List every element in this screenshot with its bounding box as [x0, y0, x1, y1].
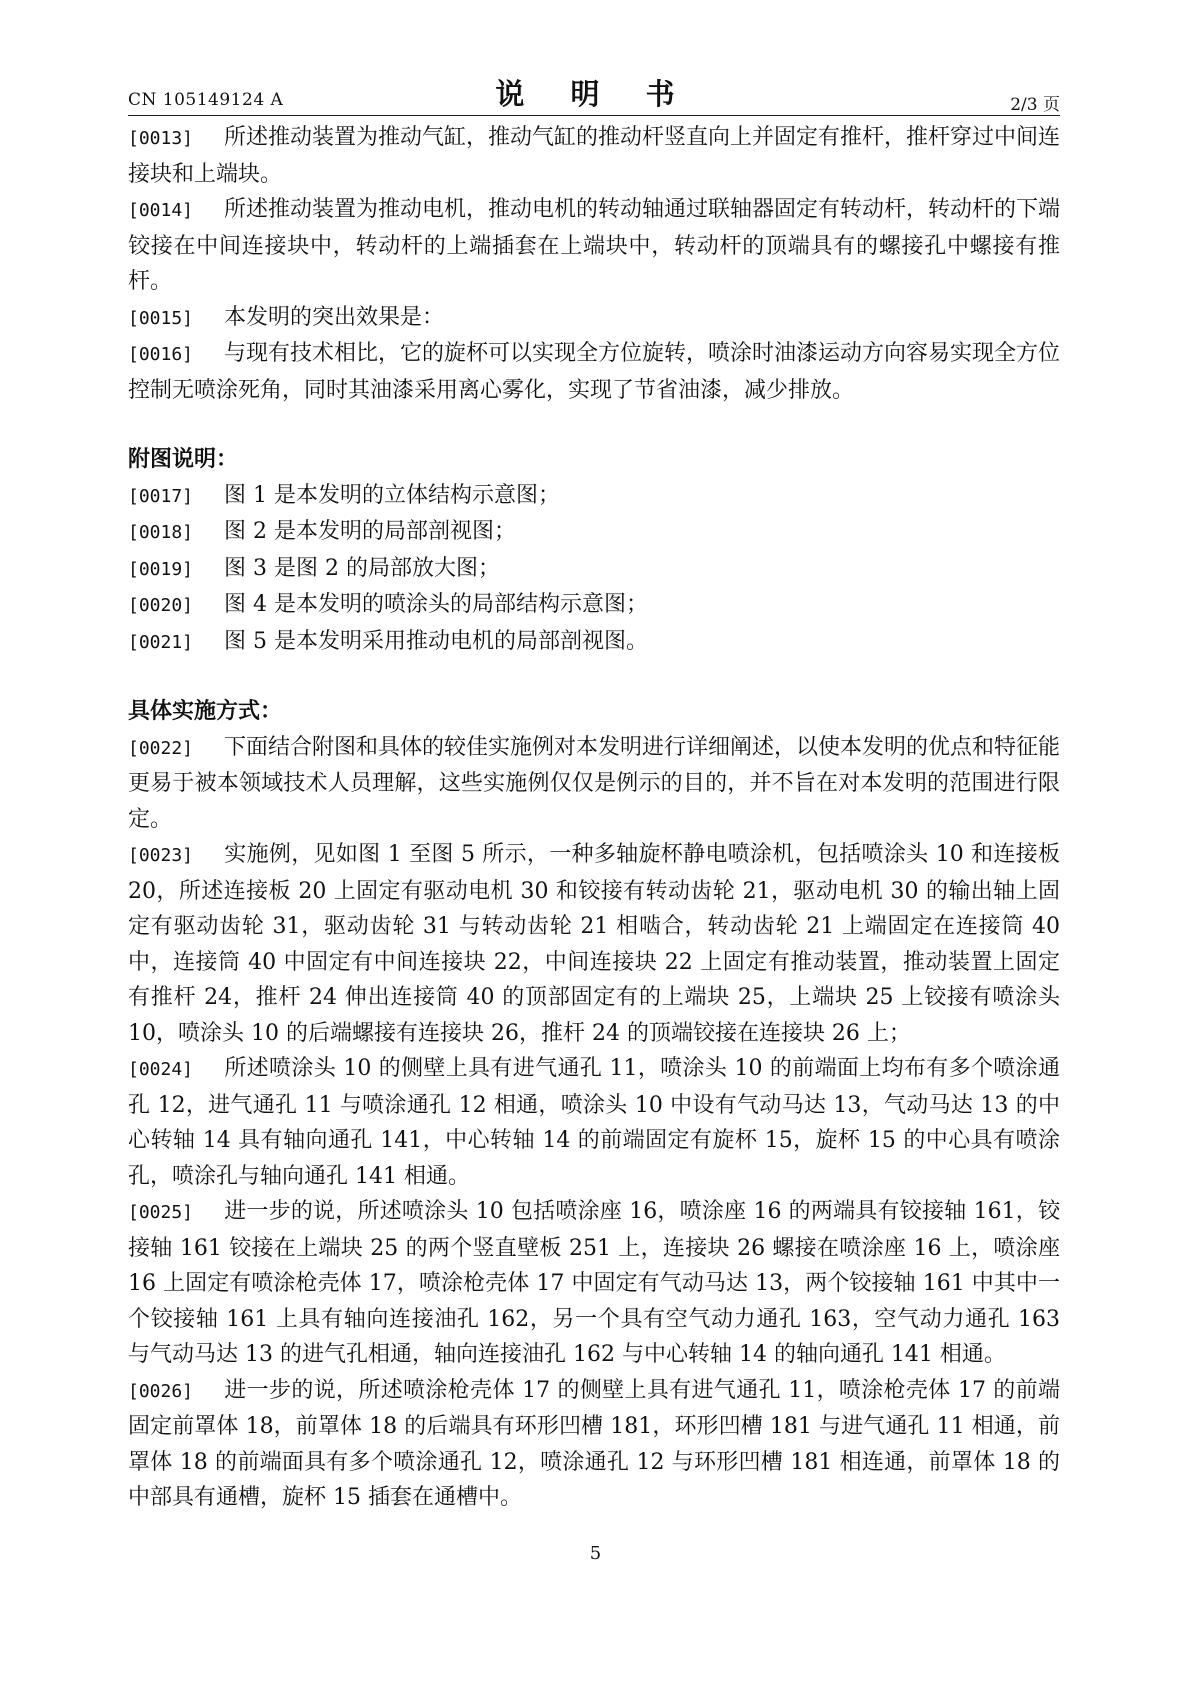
- paragraph-text: 进一步的说，所述喷涂枪壳体 17 的侧壁上具有进气通孔 11，喷涂枪壳体 17 的前端固定前罩体 18，前罩体 18 的后端具有环形凹槽 181，环形凹槽 181 与进气通孔 11 相通，前罩体 18 的前端面具有多个喷涂通孔 12，喷涂通孔 12 与环形凹槽 181 相连通，前罩体 18 的中部具有通槽，旋杯 15 插套在通槽中。: [128, 1377, 1060, 1510]
- paragraph-text: 所述推动装置为推动气缸，推动气缸的推动杆竖直向上并固定有推杆，推杆穿过中间连接块和上端块。: [128, 125, 1061, 187]
- figure-text: 图 4 是本发明的喷涂头的局部结构示意图；: [224, 592, 648, 617]
- paragraph-text: 实施例，见如图 1 至图 5 所示，一种多轴旋杯静电喷涂机，包括喷涂头 10 和连接板 20，所述连接板 20 上固定有驱动电机 30 和铰接有转动齿轮 21，驱动电机 30 的输出轴上固定有驱动齿轮 31，驱动齿轮 31 与转动齿轮 21 相啮合，转动齿轮 21 上端固定在连接筒 40 中，连接筒 40 中固定有中间连接块 22，中间连接块 22 上固定有推动装置，推动装置上固定有推杆 24，推杆 24 伸出连接筒 40 的顶部固定有的上端块 25，上端块 25 上铰接有喷涂头 10，喷涂头 10 的后端螺接有连接块 26，推杆 24 的顶端铰接在连接块 26 上；: [128, 842, 1060, 1046]
- page-header: [128, 72, 1060, 118]
- figure-item-0019: [128, 551, 1060, 588]
- paragraph-number: [0019]: [128, 558, 194, 580]
- section-heading-embodiment: 具体实施方式：: [128, 698, 283, 724]
- figure-text: 图 1 是本发明的立体结构示意图；: [224, 482, 560, 508]
- figure-item-0017: [128, 478, 1060, 515]
- figure-item-0018: [128, 514, 1060, 551]
- figure-text: 图 3 是图 2 的局部放大图；: [224, 555, 500, 581]
- paragraph-0025: [128, 1194, 1060, 1373]
- paragraph-0023: [128, 837, 1060, 1051]
- page-title: 说 明 书: [495, 77, 693, 111]
- paragraph-number: [0021]: [128, 631, 194, 653]
- paragraph-0016: [128, 336, 1060, 408]
- paragraph-number: [0018]: [128, 522, 194, 543]
- paragraph-number: [0026]: [128, 1380, 194, 1402]
- paragraph-text: 下面结合附图和具体的较佳实施例对本发明进行详细阐述，以使本发明的优点和特征能更易于被本领域技术人员理解，这些实施例仅仅是例示的目的，并不旨在对本发明的范围进行限定。: [128, 734, 1061, 832]
- paragraph-number: [0022]: [128, 737, 194, 759]
- section-heading-figures: 附图说明：: [128, 446, 239, 472]
- paragraph-text: 本发明的突出效果是：: [224, 304, 445, 330]
- paragraph-number: [0015]: [128, 307, 194, 329]
- paragraph-number: [0023]: [128, 845, 194, 866]
- paragraph-0013: [128, 120, 1060, 192]
- figure-text: 图 5 是本发明采用推动电机的局部剖视图。: [224, 628, 648, 654]
- paragraph-number: [0014]: [128, 200, 194, 221]
- paragraph-number: [0024]: [128, 1059, 194, 1080]
- paragraph-text: 与现有技术相比，它的旋杯可以实现全方位旋转，喷涂时油漆运动方向容易实现全方位控制无喷涂死角，同时其油漆采用离心雾化，实现了节省油漆，减少排放。: [128, 341, 1061, 403]
- paragraph-number: [0017]: [128, 485, 194, 507]
- paragraph-0014: [128, 192, 1060, 300]
- paragraph-0026: [128, 1373, 1060, 1516]
- figure-text: 图 2 是本发明的局部剖视图；: [224, 519, 516, 544]
- page-info: 2/3 页: [1010, 95, 1060, 115]
- paragraph-number: [0020]: [128, 595, 194, 616]
- figure-item-0021: [128, 624, 1060, 661]
- paragraph-0015: [128, 300, 1060, 337]
- paragraph-0022: [128, 730, 1060, 838]
- paragraph-text: 所述推动装置为推动电机，推动电机的转动轴通过联轴器固定有转动杆，转动杆的下端铰接在中间连接块中，转动杆的上端插套在上端块中，转动杆的顶端具有的螺接孔中螺接有推杆。: [128, 197, 1061, 294]
- page-number: 5: [589, 1543, 602, 1564]
- figure-item-0020: [128, 587, 1060, 624]
- header-rule: [128, 115, 1060, 116]
- paragraph-text: 所述喷涂头 10 的侧壁上具有进气通孔 11，喷涂头 10 的前端面上均布有多个喷涂通孔 12，进气通孔 11 与喷涂通孔 12 相通，喷涂头 10 中设有气动马达 13，气动马达 13 的中心转轴 14 具有轴向通孔 141，中心转轴 14 的前端固定有旋杯 15，旋杯 15 的中心具有喷涂孔，喷涂孔与轴向通孔 141 相通。: [128, 1056, 1060, 1189]
- paragraph-number: [0013]: [128, 128, 194, 149]
- paragraph-0024: [128, 1051, 1060, 1194]
- paragraph-number: [0025]: [128, 1202, 194, 1223]
- doc-number: CN 105149124 A: [128, 90, 284, 110]
- paragraph-number: [0016]: [128, 344, 194, 365]
- spacer: [128, 408, 1060, 442]
- document-body: [128, 120, 1060, 1516]
- spacer: [128, 660, 1060, 694]
- paragraph-text: 进一步的说，所述喷涂头 10 包括喷涂座 16，喷涂座 16 的两端具有铰接轴 161，铰接轴 161 铰接在上端块 25 的两个竖直壁板 251 上，连接块 26 螺接在喷涂座 16 上，喷涂座 16 上固定有喷涂枪壳体 17，喷涂枪壳体 17 中固定有气动马达 13，两个铰接轴 161 中其中一个铰接轴 161 上具有轴向连接油孔 162，另一个具有空气动力通孔 163，空气动力通孔 163 与气动马达 13 的进气孔相通，轴向连接油孔 162 与中心转轴 14 的轴向通孔 141 相通。: [128, 1199, 1060, 1367]
